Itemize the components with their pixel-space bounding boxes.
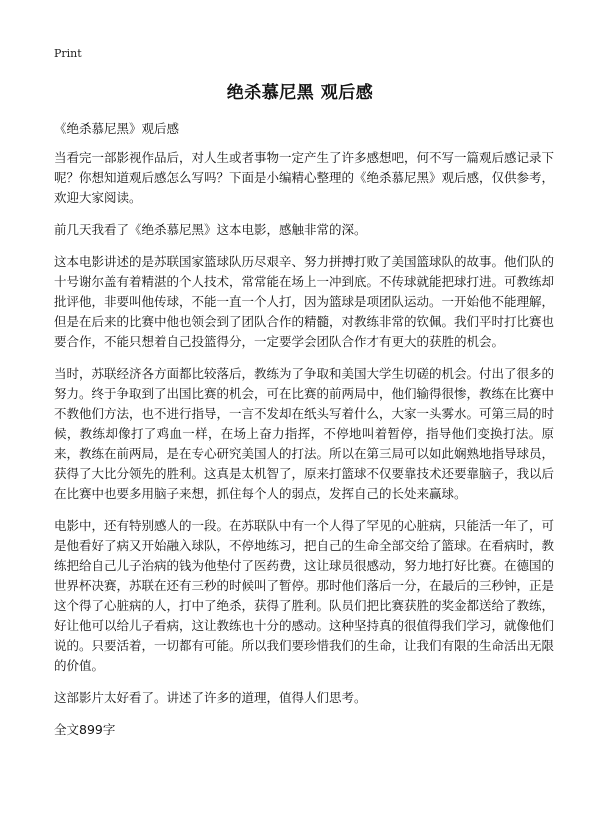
paragraph-intro: 当看完一部影视作品后，对人生或者事物一定产生了许多感想吧，何不写一篇观后感记录下呢？你想知道观后感怎么写吗？下面是小编精心整理的《绝杀慕尼黑》观后感，仅供参考，欢迎大家阅读。 [54,150,555,205]
paragraph-3: 当时，苏联经济各方面都比较落后，教练为了争取和美国大学生切磋的机会。付出了很多的努力。终于争取到了出国比赛的机会，可在比赛的前两局中，他们输得很惨，教练在比赛中不教他们方法，也不进行指导，一言不发却在纸头写着什么，大家一头雾水。可第三局的时候，教练却像打了鸡血一样，在场上奋力指挥，不停地叫着暂停，指导他们变换打法。原来，教练在前两局，是在专心研究美国人的打法。所以在第三局可以如此娴熟地指导球员，获得了大比分领先的胜利。这真是太机智了，原来打篮球不仅要靠技术还要靠脑子，我以后在比赛中也要多用脑子来想，抓住每个人的弱点，发挥自己的长处来赢球。 [54,366,555,501]
paragraph-1: 前几天我看了《绝杀慕尼黑》这本电影，感触非常的深。 [54,222,367,237]
paragraph-4: 电影中，还有特别感人的一段。在苏联队中有一个人得了罕见的心脏病，只能活一年了，可是他看好了病又开始融入球队，不停地练习，把自己的生命全部交给了篮球。在看病时，教练把给自己儿子治病的钱为他垫付了医药费，这让球员很感动，努力地打好比赛。在德国的世界杯决赛，苏联在还有三秒的时候叫了暂停。那时他们落后一分，在最后的三秒钟，正是这个得了心脏病的人，打中了绝杀，获得了胜利。队员们把比赛获胜的奖金都送给了教练，好让他可以给儿子看病，这让教练也十分的感动。这种坚持真的很值得我们学习，就像他们说的。只要活着，一切都有可能。所以我们要珍惜我们的生命，让我们有限的生命活出无限的价值。 [54,518,555,673]
print-link[interactable]: Print [54,47,82,60]
page-title: 绝杀慕尼黑 观后感 [226,83,374,103]
paragraph-2: 这本电影讲述的是苏联国家篮球队历尽艰辛、努力拼搏打败了美国篮球队的故事。他们队的十号谢尔盖有着精湛的个人技术，常常能在场上一冲到底。不传球就能把球打进。可教练却批评他，非要叫他传球，不能一直一个人打，因为篮球是项团队运动。一开始他不能理解，但是在后来的比赛中他也领会到了团队合作的精髓，对教练非常的钦佩。我们平时打比赛也要合作，不能只想着自己投篮得分，一定要学会团队合作才有更大的获胜的机会。 [54,254,555,349]
paragraph-5: 这部影片太好看了。讲述了许多的道理，值得人们思考。 [54,690,367,705]
article-body [54,148,554,752]
subtitle: 《绝杀慕尼黑》观后感 [54,121,180,136]
word-count: 全文899字 [54,722,116,737]
